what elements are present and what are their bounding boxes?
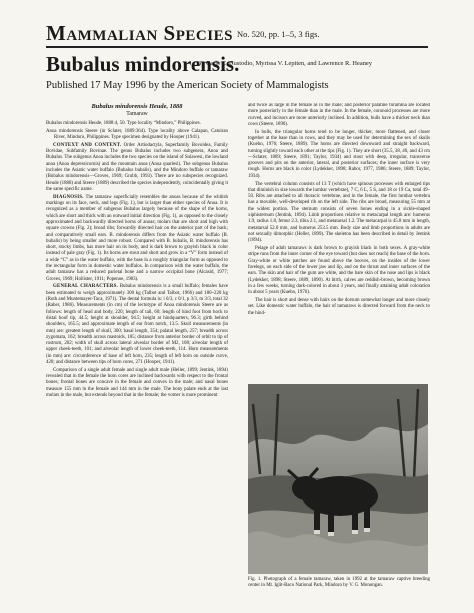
body-paragraph: [46, 368, 228, 399]
section-heading: GENERAL CHARACTERS.: [53, 284, 118, 290]
journal-name: Mammalian Species: [46, 21, 233, 45]
publication-line: Published 17 May 1996 by the American Society of Mammalogists: [46, 80, 329, 91]
body-paragraph: [248, 246, 430, 296]
body-paragraph: [248, 130, 430, 180]
figure-photo: [248, 384, 428, 574]
species-common-name: Tamaraw: [126, 111, 148, 117]
paragraph-text: Pelage of adult tamaraws is dark brown to grayish black in both sexes. A gray-white stripe runs from the inner corner of the eye toward (but does not reach) the base of the horn. Gray-white or white patches are found above the hooves, on the insides of the lower forelegs, on each side of the lower jaw and lip, and on the throat and inner surfaces of the ears. The skin and hair of the gum are white, and the bare skin of the nose and lips is black (Lydekker, 1898; Steere, 1889, 1890). At birth, calves are reddish-brown, becoming brown in a few weeks, turning dark-colored in about 3 years, and finally attaining adult coloration in about 5 years (Kuehn, 1976).: [248, 246, 430, 296]
paragraph-text: The hair is short and dense with hairs on the dorsum somewhat longer and more closely set. Like domestic water buffalo, the hair of tamaraws is directed forward from the neck to the hind-: [248, 297, 430, 316]
paragraph-text: Comparison of a single adult female and single adult male (Heller, 1899; Jentink, 1894) revealed that in the female the horn cores are inclined backwards with respect to the frontal bones; frontal bones are concave in the female and convex in the male; and nasal bones measure 155 mm in the female and 144 mm in the male. The bony palate ends at the last molars in the male, but extends beyond that in the female; the vomer is more prominent: [46, 367, 228, 398]
diagnosis-paragraph: [46, 195, 228, 283]
paragraph-text: Bubalus mindorensis is a small buffalo; females have been estimated to weigh approximately 300 kg (Talbot and Talbot, 1966) and 180–220 kg (Roth and Muntemayer-Taca, 1971). The dental formula is: i 0/3, c 0/1, p 3/3, m 3/3, total 32 (Raber, 1986). Measurements (in cm) of the lectotype of Anoa mindorensis Steere are as follows: length of head and body, 220; length of tail, 60; length of hind foot from hock to distal hoof tip, 44.5; height at shoulder, 94.5; height at hindquarters, 96.3; girth behind shoulders, 165.5; and approximate length of ear from notch, 13.5. Skull measurements (in mm) are: greatest length of skull, 300; basal length, 354; palatal length, 257; breadth across zygomata, 162; breadth across mastoids, 185; distance from anterior border of orbit to tip of rostrum, 202; width of skull across lateral alveolar border of M2, 108; alveolar length of upper cheek-teeth, 101; and alveolar length of lower cheek-teeth, 114. Horn measurements (in mm) are: circumference of base of left horn, 235; length of left horn on outside curve, 420; and distance between tips of horn cores, 271 (Hooper, 1941).: [46, 284, 228, 365]
section-heading: DIAGNOSIS.: [53, 194, 84, 200]
article-authors: By Carlo C. Custodio, Myrissa V. Lepiten, and Lawrence R. Heaney: [197, 60, 372, 67]
journal-issue: No. 520, pp. 1–5, 3 figs.: [236, 29, 320, 39]
section-heading: CONTEXT AND CONTENT.: [53, 142, 122, 148]
paragraph-text: In bulls, the triangular horns tend to be longer, thicker, more flattened, and closer together at the base than in cows, and they may be used for determining the sex of skulls (Kuehn, 1976; Steere, 1889). The horns are directed downward and straight backward, turning slightly toward each other at the tips (Fig. 1). They are short (35.5, 38, 40, and 43 cm—Sclater, 1889; Steere, 1891; Taylor, 1934) and stout with deep, irregular, transverse grooves and pits on the anterior, lateral, and posterior surfaces; the inner surface is very rough. Horns are black in color (Lydekker, 1898; Rabor, 1977, 1986; Steere, 1889; Taylor, 1934).: [248, 129, 430, 179]
figure-caption: Fig. 1. Photograph of a female tamaraw, taken in 1992 at the tamaraw captive breeding center in Mt. Iglit-Baco National Park, Mindoro by V. G. Monongan.: [248, 577, 430, 589]
left-column: [46, 103, 228, 603]
right-column: [248, 103, 430, 377]
header-rule: [46, 46, 428, 48]
body-paragraph: [248, 103, 430, 128]
paragraph-text: and twice as large in the female as in the male; and posterior palatine foramina are located more posteriorly in the female than in the male. In the female, coronoid processes are more curved, and incisors are more anteriorly inclined. In addition, bulls have a thicker neck than cows (Steere, 1890).: [248, 103, 430, 127]
paragraph-text: Order Artiodactyla, Superfamily Bovoidea, Family Bovidae, Subfamily Bovinae. The genus Bubalus includes two subgenera, Anoa and Bubalus. The subgenus Anoa includes the two species on the island of Sulawesi, the lowland anoa (Anoa depressicornis) and the mountain anoa (Anoa quarlesi). The subgenus Bubalus includes the Asiatic water buffalo (Bubalus bubalis), and the Mindoro buffalo or tamaraw (Bubalus mindorensis—Groves, 1969; Grubb, 1993). There are no subspecies recognized. Heude (1888) and Steere (1889) described the species independently, coincidentally giving it the same specific name.: [46, 142, 228, 192]
species-heading: Bubalus mindorensis Heude, 1888: [91, 103, 183, 110]
journal-header: [46, 22, 320, 45]
context-paragraph: [46, 143, 228, 193]
tamaraw-photo-illustration: [248, 384, 428, 574]
synonymy-entry: Anoa mindorensis Steere (in Sclater, 1889:364). Type locality above Calapan, Catuiran River, Mindoro, Philippines. Type specimen designated by Hooper (1941).: [46, 128, 228, 141]
general-characters-paragraph: [46, 284, 228, 366]
article-title: Bubalus mindorensis.: [46, 52, 240, 76]
body-paragraph: [248, 298, 430, 317]
paragraph-text: The vertebral column consists of 13 T (which have spinous processes with enlarged tips that diminish in size towards the lumbar vertebrae), 7 C, 6 L, 5 S, and 18 or 19 Ca, total 49–50. Ribs are attached to all thoracic vertebrae, and in the female, the first lumbar vertebra has a movable, well-developed rib on the left side. The ribs are broad, measuring 55 mm at the widest portion. The sternum consists of seven bones ending in a sickle-shaped xiphisternum (Jentink, 1894). Limb proportions relative to metacarpal length are: humerus 1.9, radius 1.8, femur 2.3, tibia 2.1, and metatarsal 1.2. The metacarpal is 45.8 mm in length, metatarsal 52.0 mm, and humerus 253.5 mm. Body size and limb proportions in adults are not sexually dimorphic (Heller, 1899). The skeleton has been described in detail by Jentink (1894).: [248, 181, 430, 244]
synonymy-entry: Bubalus mindorensis Heude, 1888:4, 50. Type locality “Mindoro,” Philippines.: [46, 121, 201, 126]
paragraph-text: The tamaraw superficially resembles the anoas because of the whitish markings on its face, neck, and legs (Fig. 1), but is larger than either species of Anoa. It is recognized as a member of subgenus Bubalus largely because of the shape of the horns, which are short and thick with an outward initial direction (Fig. 1), as opposed to the closely approximated and backwardly directed horns of anoas; molars that are short and high with square crowns (Fig. 2); broad ribs; forwardly directed hair on the anterior part of the back; and comparatively small ears. B. mindorensis differs from the Asiatic water buffalo (B. bubalis) by being smaller and more robust. Compared with B. bubalis, B. mindorensis has short, stocky limbs, has more hair on its body, and is dark brown to grayish black in color instead of pale gray (Fig. 1). Its horns are stout and short and grow in a “V” form instead of a wide “C” as in the water buffalo, with the base in a roughly triangular form as opposed to the rectangular form in domestic water buffalos. In comparison with the water buffalo, the adult tamaraw has a reduced parietal bone and a narrow occipital bone (Alcasid, 1977; Groves, 1969; Hollister, 1911; Popenoe, 1983).: [46, 194, 228, 282]
body-paragraph: [248, 182, 430, 245]
